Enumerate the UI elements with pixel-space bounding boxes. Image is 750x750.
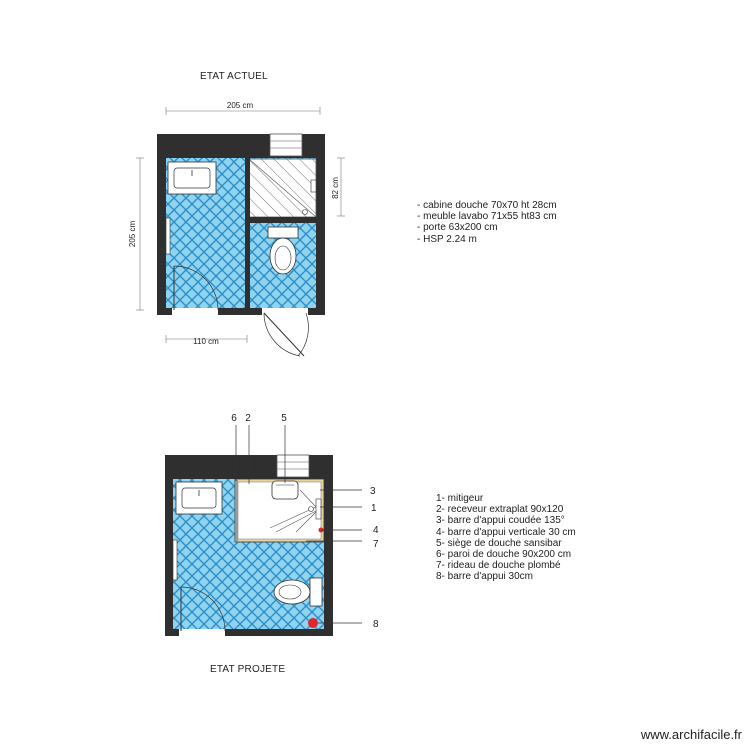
radiator-icon-after	[173, 540, 177, 580]
callout-3: 3	[370, 486, 376, 497]
plan-after-title: ETAT PROJETE	[210, 664, 286, 675]
callout-1: 1	[371, 503, 377, 514]
legend-item: 8- barre d'appui 30cm	[436, 571, 533, 583]
legend-item: 7- rideau de douche plombé	[436, 560, 561, 572]
plan-after	[165, 413, 379, 636]
legend-item: 6- paroi de douche 90x200 cm	[436, 549, 572, 561]
legend-item: 5- siège de douche sansibar	[436, 537, 562, 549]
door-swing-right	[262, 308, 308, 356]
legend-item: 1- mitigeur	[436, 493, 484, 504]
callout-6: 6	[231, 413, 237, 424]
callout-4: 4	[373, 525, 379, 536]
toilet-icon	[268, 227, 298, 274]
grab-bar-30cm-marker	[308, 618, 318, 628]
dimension-left	[128, 158, 144, 310]
toilet-icon-after	[274, 578, 322, 606]
note-item: - porte 63x200 cm	[417, 222, 498, 234]
legend-item: 3- barre d'appui coudée 135°	[436, 515, 565, 527]
note-item: - meuble lavabo 71x55 ht83 cm	[417, 211, 557, 223]
sink-vanity-icon-after	[176, 482, 222, 514]
callout-8: 8	[373, 619, 379, 630]
partition-vertical	[245, 158, 250, 308]
dimension-top	[166, 101, 320, 115]
radiator-icon	[166, 218, 170, 254]
plan-before	[128, 101, 345, 356]
note-item: - cabine douche 70x70 ht 28cm	[417, 200, 557, 211]
dimension-left-label: 205 cm	[128, 220, 137, 248]
after-legend	[436, 493, 576, 583]
window-top	[270, 134, 302, 156]
sink-vanity-icon	[168, 162, 216, 194]
callout-5: 5	[281, 413, 287, 424]
note-item: - HSP 2.24 m	[417, 233, 477, 245]
plan-before-title: ETAT ACTUEL	[200, 71, 268, 82]
shower-tap-icon	[311, 180, 316, 192]
dimension-bottom-label: 110 cm	[193, 337, 219, 346]
callout-2: 2	[245, 413, 251, 424]
footer-link[interactable]: www.archifacile.fr	[640, 727, 742, 742]
dimension-top-label: 205 cm	[226, 101, 254, 110]
dimension-right-label: 82 cm	[331, 177, 340, 199]
window-top-after	[277, 455, 309, 477]
shower-seat-icon	[272, 481, 298, 499]
before-notes	[417, 200, 557, 245]
callout-7: 7	[373, 539, 379, 550]
partition-horizontal	[245, 217, 316, 223]
legend-item: 2- receveur extraplat 90x120	[436, 504, 564, 516]
legend-item: 4- barre d'appui verticale 30 cm	[436, 526, 576, 538]
dimension-bottom	[166, 335, 247, 346]
dimension-right	[331, 158, 345, 216]
